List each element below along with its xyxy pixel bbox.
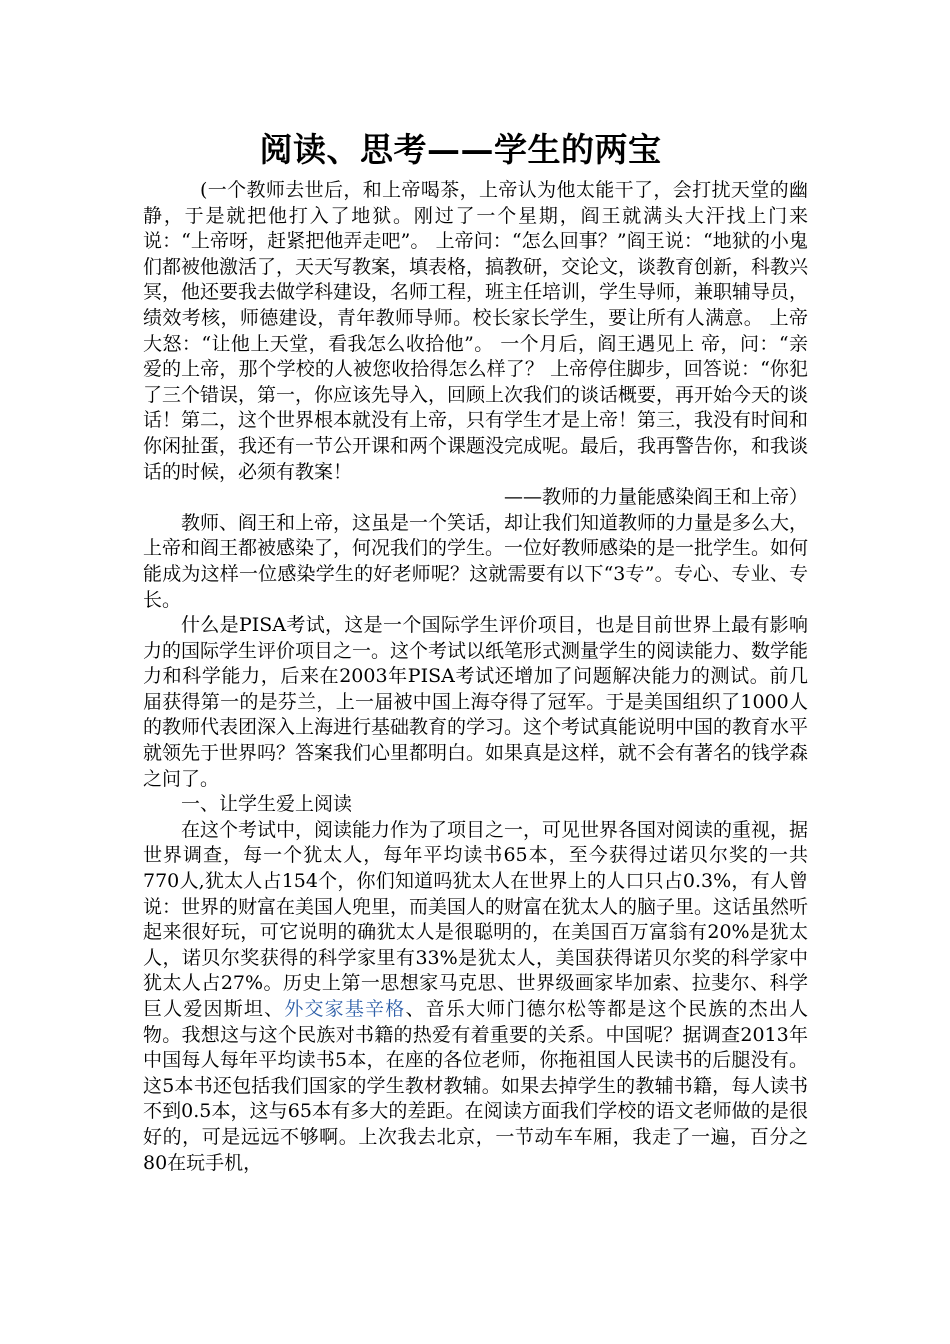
document-title: 阅读、思考——学生的两宝 xyxy=(259,130,662,169)
intro-story-paragraph: (一个教师去世后，和上帝喝茶，上帝认为他太能干了，会打扰天堂的幽静，于是就把他打入了地狱。刚过了一个星期，阎王就满头大汗找上门来说：“上帝呀，赶紧把他弄走吧”。 上帝问：“怎么回事？”阎王说：“地狱的小鬼们都被他激活了，天天写教案，填表格，搞教研，交论文，谈教育创新，科教兴冥，他还要我去做学科建设，名师工程，班主任培训，学生导师，兼职辅导员，绩效考核，师德建设，青年教师导师。校长家长学生，要让所有人满意。 上帝大怒：“让他上天堂，看我怎么收拾他”。 一个月后，阎王遇见上 帝，问：“亲爱的上帝，那个学校的人被您收拾得怎么样了？ 上帝停住脚步，回答说：“你犯了三个错误，第一，你应该先导入，回顾上次我们的谈话概要，再开始今天的谈话！第二，这个世界根本就没有上帝，只有学生才是上帝！第三，我没有时间和你闲扯蛋，我还有一节公开课和两个课题没完成呢。最后，我再警告你，和我谈话的时候，必须有教案！ xyxy=(143,179,809,483)
paragraph-reading xyxy=(143,818,808,1176)
kissinger-link[interactable]: 外交家基辛格 xyxy=(284,998,406,1020)
reading-text-part-1: 在这个考试中，阅读能力作为了项目之一，可见世界各国对阅读的重视，据世界调查，每一个犹太人，每年平均读书65本，至今获得过诺贝尔奖的一共770人,犹太人占154个，你们知道吗犹太人在世界上的人口只占0.3%，有人曾说：世界的财富在美国人兜里，而美国人的财富在犹太人的脑子里。这话虽然听起来很好玩，可它说明的确犹太人是很聪明的，在美国百万富翁有20%是犹太人，诺贝尔奖获得的科学家里有33%是犹太人，美国获得诺贝尔奖的科学家中犹太人占27%。历史上第一思想家马克思、世界级画家毕加索、拉斐尔、科学巨人爱因斯坦、 xyxy=(143,818,809,1020)
section-heading-reading: 一、让学生爱上阅读 xyxy=(181,793,353,816)
document-page xyxy=(143,128,808,1176)
reading-text-part-2: 、音乐大师门德尔松等都是这个民族的杰出人物。我想这与这个民族对书籍的热爱有着重要的关系。中国呢？据调查2013年中国每人每年平均读书5本，在座的各位老师，你拖祖国人民读书的后腿没有。这5本书还包括我们国家的学生教材教辅。如果去掉学生的教辅书籍，每人读书不到0.5本，这与65本有多大的差距。在阅读方面我们学校的语文老师做的是很好的，可是远远不够啊。上次我去北京，一节动车车厢，我走了一遍，百分之80在玩手机， xyxy=(143,998,808,1174)
paragraph-pisa: 什么是PISA考试，这是一个国际学生评价项目，也是目前世界上最有影响力的国际学生评价项目之一。这个考试以纸笔形式测量学生的阅读能力、数学能力和科学能力，后来在2003年PISA考试还增加了问题解决能力的测试。前几届获得第一的是芬兰，上一届被中国上海夺得了冠军。于是美国组织了1000人的教师代表团深入上海进行基础教育的学习。这个考试真能说明中国的教育水平就领先于世界吗？答案我们心里都明白。如果真是这样，就不会有著名的钱学森之问了。 xyxy=(143,614,809,790)
story-source-line: ——教师的力量能感染阎王和上帝） xyxy=(503,486,808,509)
paragraph-teacher-power: 教师、阎王和上帝，这虽是一个笑话，却让我们知道教师的力量是多么大，上帝和阎王都被感染了，何况我们的学生。一位好教师感染的是一批学生。如何能成为这样一位感染学生的好老师呢？这就需要有以下“3专”。专心、专业、专长。 xyxy=(143,511,809,611)
